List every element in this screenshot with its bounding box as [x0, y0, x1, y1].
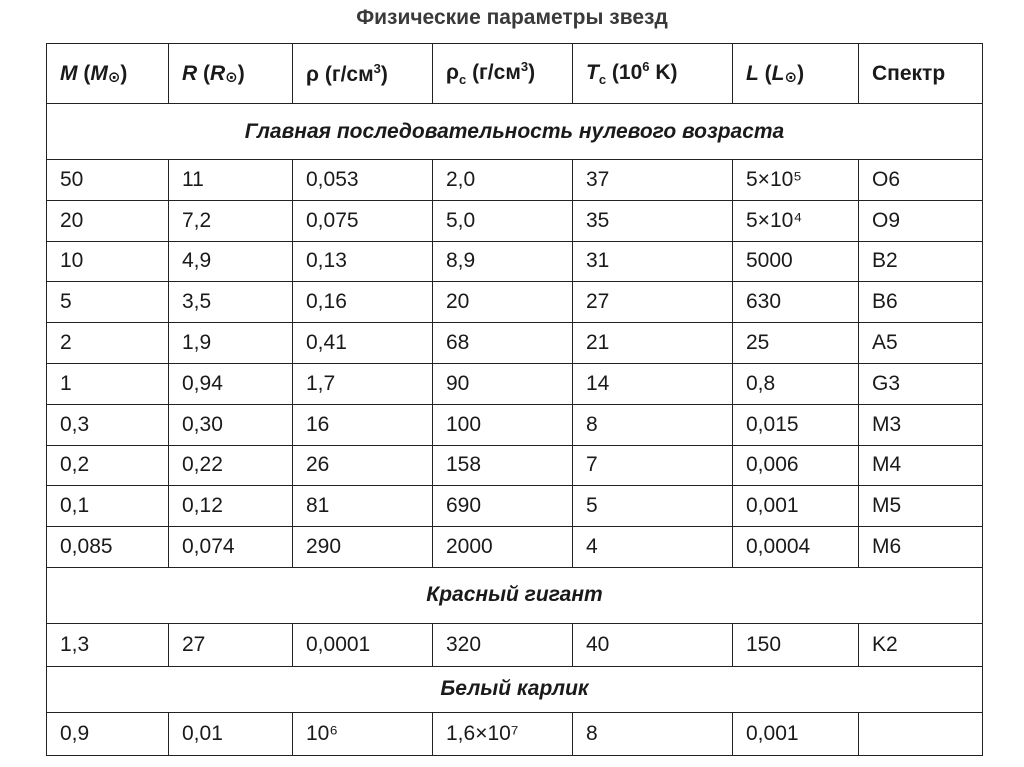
cell-core-temperature: 4	[573, 527, 733, 568]
cell-core-temperature: 21	[573, 323, 733, 364]
cell-core-density: 68	[433, 323, 573, 364]
cell-spectrum: K2	[859, 623, 983, 666]
table-row	[47, 486, 983, 527]
cell-mass: 0,3	[47, 404, 169, 445]
cell-luminosity: 0,0004	[733, 527, 859, 568]
cell-luminosity: 25	[733, 323, 859, 364]
header-density: ρ $(г/см^3)$	[293, 44, 433, 104]
cell-core-temperature: 31	[573, 241, 733, 282]
cell-radius: 3,5	[169, 282, 293, 323]
cell-core-density: 690	[433, 486, 573, 527]
header-core-density: $\rho_c$ $(г/см^3)$	[433, 44, 573, 104]
table-row	[47, 712, 983, 755]
cell-luminosity: 5×10⁵	[733, 160, 859, 201]
section-title: Главная последовательность нулевого возраста	[47, 104, 983, 160]
cell-luminosity: 0,015	[733, 404, 859, 445]
cell-luminosity: 5×10⁴	[733, 200, 859, 241]
cell-density: 0,41	[293, 323, 433, 364]
section-title: Белый карлик	[47, 666, 983, 712]
cell-radius: 1,9	[169, 323, 293, 364]
cell-mass: 50	[47, 160, 169, 201]
cell-radius: 27	[169, 623, 293, 666]
cell-spectrum: A5	[859, 323, 983, 364]
cell-mass: 1,3	[47, 623, 169, 666]
cell-spectrum: B2	[859, 241, 983, 282]
cell-mass: 2	[47, 323, 169, 364]
table-row	[47, 282, 983, 323]
cell-luminosity: 150	[733, 623, 859, 666]
cell-density: 0,053	[293, 160, 433, 201]
cell-core-density: 5,0	[433, 200, 573, 241]
cell-mass: 0,085	[47, 527, 169, 568]
cell-density: 290	[293, 527, 433, 568]
sun-symbol-icon: ⊙	[784, 68, 798, 86]
cell-luminosity: 0,001	[733, 486, 859, 527]
cell-core-temperature: 7	[573, 445, 733, 486]
table-row	[47, 527, 983, 568]
cell-density: 10⁶	[293, 712, 433, 755]
cell-core-density: 1,6×10⁷	[433, 712, 573, 755]
table-row	[47, 323, 983, 364]
cell-core-temperature: 40	[573, 623, 733, 666]
cell-radius: 4,9	[169, 241, 293, 282]
cell-radius: 7,2	[169, 200, 293, 241]
cell-luminosity: 0,001	[733, 712, 859, 755]
cell-density: 0,0001	[293, 623, 433, 666]
cell-spectrum: M6	[859, 527, 983, 568]
cell-spectrum: M5	[859, 486, 983, 527]
table-row	[47, 160, 983, 201]
section-red-giant	[47, 567, 983, 623]
cell-radius: 0,12	[169, 486, 293, 527]
cell-spectrum: G3	[859, 363, 983, 404]
cell-core-density: 2,0	[433, 160, 573, 201]
cell-radius: 0,94	[169, 363, 293, 404]
cell-radius: 11	[169, 160, 293, 201]
cell-density: 26	[293, 445, 433, 486]
section-white-dwarf	[47, 666, 983, 712]
table-header-row	[47, 44, 983, 104]
cell-core-temperature: 35	[573, 200, 733, 241]
cell-core-density: 20	[433, 282, 573, 323]
header-luminosity: L $(L_⊙)$	[733, 44, 859, 104]
cell-core-temperature: 8	[573, 712, 733, 755]
cell-core-density: 8,9	[433, 241, 573, 282]
cell-spectrum: O6	[859, 160, 983, 201]
cell-core-temperature: 37	[573, 160, 733, 201]
cell-mass: 5	[47, 282, 169, 323]
cell-mass: 0,9	[47, 712, 169, 755]
cell-core-density: 158	[433, 445, 573, 486]
star-parameters-table	[46, 43, 983, 756]
section-main-sequence	[47, 104, 983, 160]
page-title: Физические параметры звезд	[356, 6, 668, 29]
cell-spectrum	[859, 712, 983, 755]
table-row	[47, 445, 983, 486]
cell-luminosity: 630	[733, 282, 859, 323]
cell-density: 1,7	[293, 363, 433, 404]
cell-density: 0,075	[293, 200, 433, 241]
table-row	[47, 200, 983, 241]
header-spectrum: Спектр	[859, 44, 983, 104]
cell-core-temperature: 14	[573, 363, 733, 404]
header-radius: R $(R_⊙)$	[169, 44, 293, 104]
cell-density: 0,16	[293, 282, 433, 323]
cell-mass: 1	[47, 363, 169, 404]
table-row	[47, 363, 983, 404]
sun-symbol-icon: ⊙	[107, 68, 121, 86]
cell-mass: 10	[47, 241, 169, 282]
cell-core-density: 100	[433, 404, 573, 445]
cell-spectrum: B6	[859, 282, 983, 323]
cell-radius: 0,01	[169, 712, 293, 755]
cell-luminosity: 5000	[733, 241, 859, 282]
cell-luminosity: 0,006	[733, 445, 859, 486]
section-title: Красный гигант	[47, 567, 983, 623]
cell-spectrum: M4	[859, 445, 983, 486]
cell-core-density: 2000	[433, 527, 573, 568]
table-row	[47, 404, 983, 445]
cell-density: 81	[293, 486, 433, 527]
cell-mass: 0,2	[47, 445, 169, 486]
cell-radius: 0,30	[169, 404, 293, 445]
cell-mass: 0,1	[47, 486, 169, 527]
cell-density: 0,13	[293, 241, 433, 282]
cell-radius: 0,22	[169, 445, 293, 486]
cell-core-temperature: 8	[573, 404, 733, 445]
cell-core-temperature: 5	[573, 486, 733, 527]
cell-core-density: 90	[433, 363, 573, 404]
cell-spectrum: O9	[859, 200, 983, 241]
header-core-temperature: $T_c$ ($10^6$ K)	[573, 44, 733, 104]
cell-density: 16	[293, 404, 433, 445]
cell-spectrum: M3	[859, 404, 983, 445]
cell-core-density: 320	[433, 623, 573, 666]
table-row	[47, 241, 983, 282]
table-row	[47, 623, 983, 666]
cell-luminosity: 0,8	[733, 363, 859, 404]
cell-radius: 0,074	[169, 527, 293, 568]
header-mass: M $(M_⊙)$	[47, 44, 169, 104]
sun-symbol-icon: ⊙	[225, 68, 238, 86]
cell-core-temperature: 27	[573, 282, 733, 323]
cell-mass: 20	[47, 200, 169, 241]
